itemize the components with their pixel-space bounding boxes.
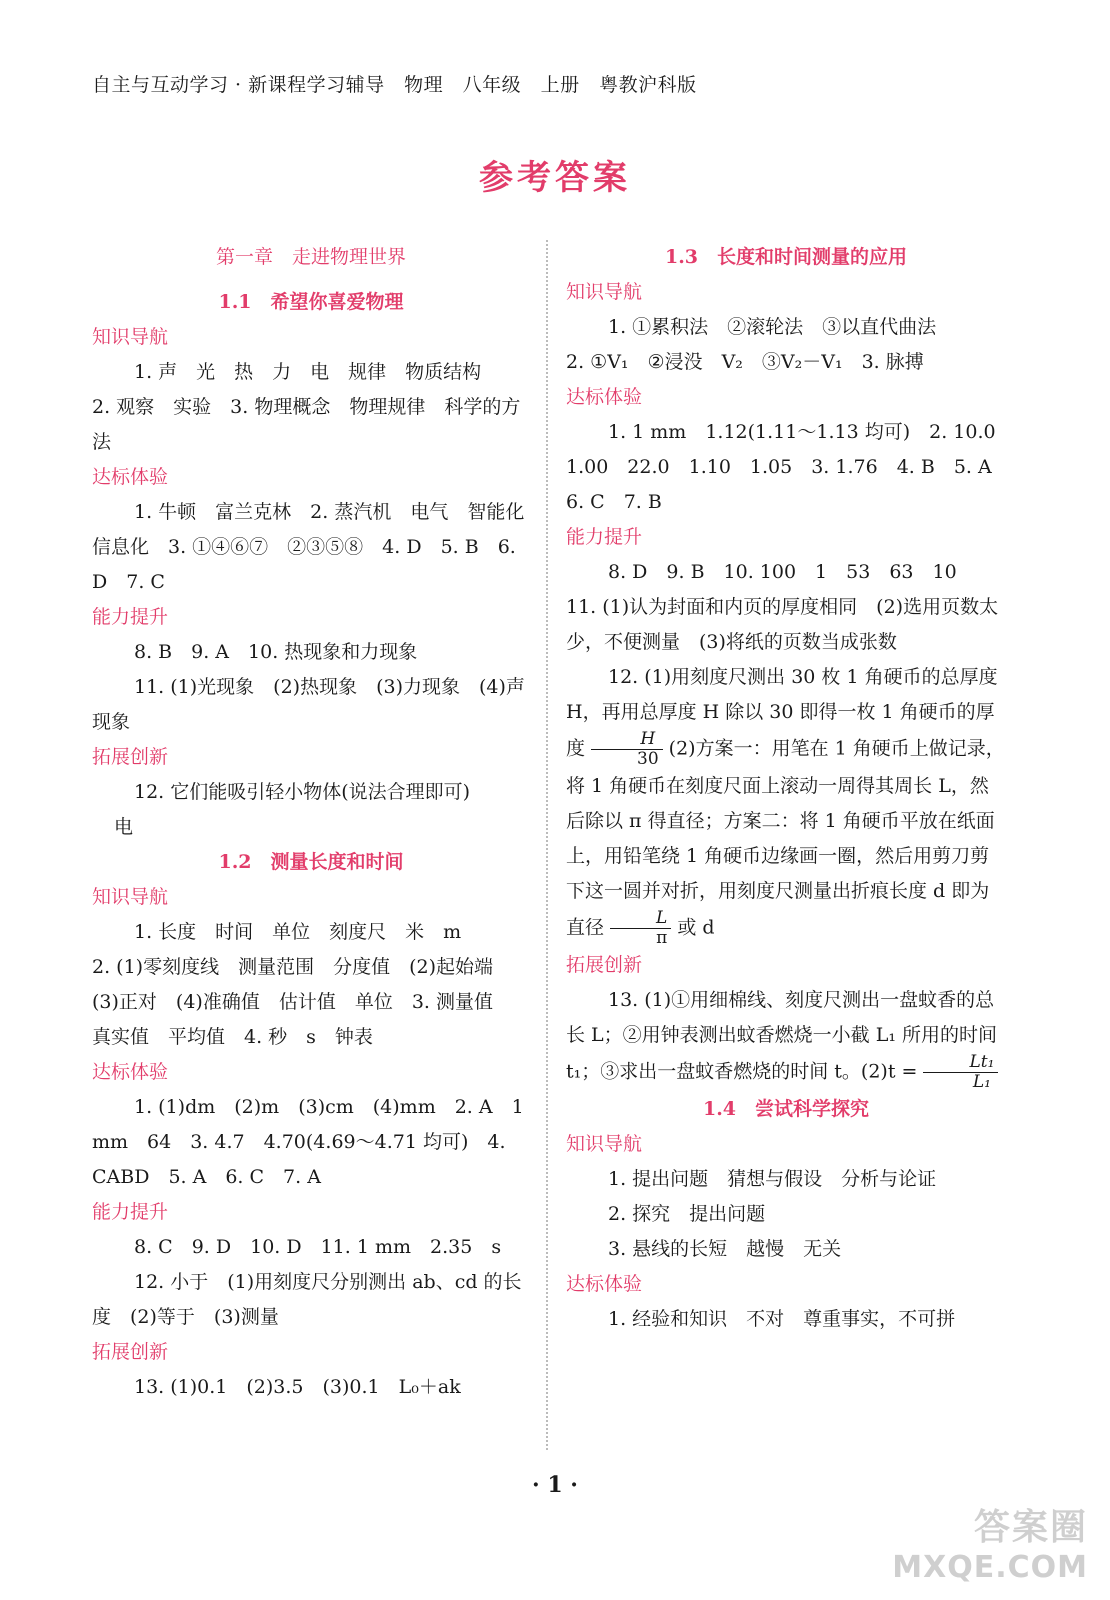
fraction-numerator: L bbox=[610, 909, 671, 929]
answer-line: 12. 它们能吸引轻小物体(说法合理即可) bbox=[134, 781, 471, 803]
left-column bbox=[92, 240, 544, 1405]
answer-line: 2. ①V₁ ②浸没 V₂ ③V₂－V₁ 3. 脉搏 bbox=[566, 351, 924, 373]
watermark-text: 答案圈 bbox=[973, 1507, 1088, 1548]
answer-line: 8. C 9. D 10. D 11. 1 mm 2.35 s bbox=[134, 1236, 502, 1258]
answer-line: 1. 长度 时间 单位 刻度尺 米 m bbox=[134, 921, 462, 943]
watermark-url: MXQE.COM bbox=[892, 1550, 1088, 1585]
answer-line: 1. (1)dm (2)m (3)cm (4)mm 2. A 1 mm 64 3. 4.7 4.70(4.69～4.71 均可) 4. CABD 5. A 6. C 7. A bbox=[92, 1096, 530, 1188]
page-title: 参考答案 bbox=[479, 158, 631, 198]
answer-line: 8. D 9. B 10. 100 1 53 63 10 bbox=[608, 561, 957, 583]
section-label: 达标体验 bbox=[92, 1061, 169, 1083]
section-label: 拓展创新 bbox=[92, 746, 169, 768]
fraction bbox=[610, 909, 671, 948]
watermark-logo bbox=[892, 1508, 1088, 1588]
fraction-numerator: Lt₁ bbox=[923, 1053, 998, 1073]
answer-line: 11. (1)光现象 (2)热现象 (3)力现象 (4)声现象 bbox=[92, 676, 525, 733]
section-label: 拓展创新 bbox=[566, 954, 643, 976]
answer-text: 12. (1)用刻度尺测出 30 枚 1 角硬币的总厚度 H，再用总厚度 H 除以 30 即得一枚 1 角硬币的厚度 bbox=[566, 666, 1004, 760]
section-label: 知识导航 bbox=[566, 1133, 643, 1155]
answer-line: 2. 观察 实验 3. 物理概念 物理规律 科学的方法 bbox=[92, 396, 521, 453]
column-divider bbox=[546, 240, 548, 1450]
answer-text: 13. (1)①用细棉线、刻度尺测出一盘蚊香的总长 L；②用钟表测出蚊香燃烧一小截 L₁ 所用的时间 t₁；③求出一盘蚊香燃烧的时间 t。(2)t bbox=[566, 989, 1004, 1083]
section-label: 知识导航 bbox=[92, 326, 169, 348]
answer-line: 1. ①累积法 ②滚轮法 ③以直代曲法 bbox=[608, 316, 937, 338]
fraction-denominator: L₁ bbox=[972, 1072, 991, 1092]
answer-line: 2. (1)零刻度线 测量范围 分度值 (2)起始端 (3)正对 (4)准确值 估计值 单位 3. 测量值 真实值 平均值 4. 秒 s 钟表 bbox=[92, 956, 513, 1048]
chapter-title: 第一章 走进物理世界 bbox=[215, 246, 406, 268]
answer-line: 1. 经验和知识 不对 尊重事实，不可拼 bbox=[608, 1308, 956, 1330]
section-label: 拓展创新 bbox=[92, 1341, 169, 1363]
lesson-1-1-title: 1.1 希望你喜爱物理 bbox=[218, 291, 404, 313]
fraction bbox=[923, 1053, 998, 1092]
lesson-1-3-title: 1.3 长度和时间测量的应用 bbox=[664, 246, 908, 268]
answer-line bbox=[566, 660, 1006, 948]
answer-line: 1. 牛顿 富兰克林 2. 蒸汽机 电气 智能化 信息化 3. ①④⑥⑦ ②③⑤⑧ 4. D 5. B 6. D 7. C bbox=[92, 501, 544, 593]
book-header: 自主与互动学习 · 新课程学习辅导 物理 八年级 上册 粤教沪科版 bbox=[92, 74, 697, 96]
answer-line: 13. (1)0.1 (2)3.5 (3)0.1 L₀＋ak bbox=[134, 1376, 461, 1398]
fraction-numerator: H bbox=[591, 730, 663, 750]
answer-line: 1. 提出问题 猜想与假设 分析与论证 bbox=[608, 1168, 937, 1190]
fraction-denominator: 30 bbox=[637, 749, 659, 769]
answer-line: 8. B 9. A 10. 热现象和力现象 bbox=[134, 641, 418, 663]
answer-line: 1. 声 光 热 力 电 规律 物质结构 bbox=[134, 361, 482, 383]
fraction-denominator: π bbox=[656, 928, 668, 948]
section-label: 达标体验 bbox=[566, 386, 643, 408]
section-label: 知识导航 bbox=[566, 281, 643, 303]
section-label: 能力提升 bbox=[566, 526, 643, 548]
section-label: 达标体验 bbox=[566, 1273, 643, 1295]
answer-line: 1. 1 mm 1.12(1.11～1.13 均可) 2. 10.0 1.00 22.0 1.10 1.05 3. 1.76 4. B 5. A 6. C 7. B bbox=[566, 421, 1015, 513]
section-label: 能力提升 bbox=[92, 1201, 169, 1223]
answer-text: (2)方案一：用笔在 1 角硬币上做记录，将 1 角硬币在刻度尺面上滚动一周得其周长 L，然后除以 π 得直径；方案二：将 1 角硬币平放在纸面上，用铅笔绕 1 角硬币边缘画一圈，然后用剪刀剪下这一圆并对折，用刻度尺测量出折痕长度 d 即为直径 bbox=[566, 737, 1005, 939]
answer-line bbox=[566, 983, 1006, 1092]
answer-line: 12. 小于 (1)用刻度尺分别测出 ab、cd 的长度 (2)等于 (3)测量 bbox=[92, 1271, 522, 1328]
page-number: · 1 · bbox=[532, 1472, 578, 1498]
fraction bbox=[591, 730, 663, 769]
lesson-1-4-title: 1.4 尝试科学探究 bbox=[702, 1098, 870, 1120]
section-label: 达标体验 bbox=[92, 466, 169, 488]
answer-line: 2. 探究 提出问题 bbox=[608, 1203, 766, 1225]
section-label: 知识导航 bbox=[92, 886, 169, 908]
right-column bbox=[566, 240, 1015, 1337]
answer-text: 或 d bbox=[677, 916, 715, 939]
section-label: 能力提升 bbox=[92, 606, 169, 628]
answer-line: 电 bbox=[114, 816, 134, 838]
lesson-1-2-title: 1.2 测量长度和时间 bbox=[218, 851, 404, 873]
answer-line: 11. (1)认为封面和内页的厚度相同 (2)选用页数太少，不便测量 (3)将纸的页数当成张数 bbox=[566, 596, 999, 653]
equals-sign: = bbox=[901, 1060, 918, 1083]
answer-line: 3. 悬线的长短 越慢 无关 bbox=[608, 1238, 842, 1260]
